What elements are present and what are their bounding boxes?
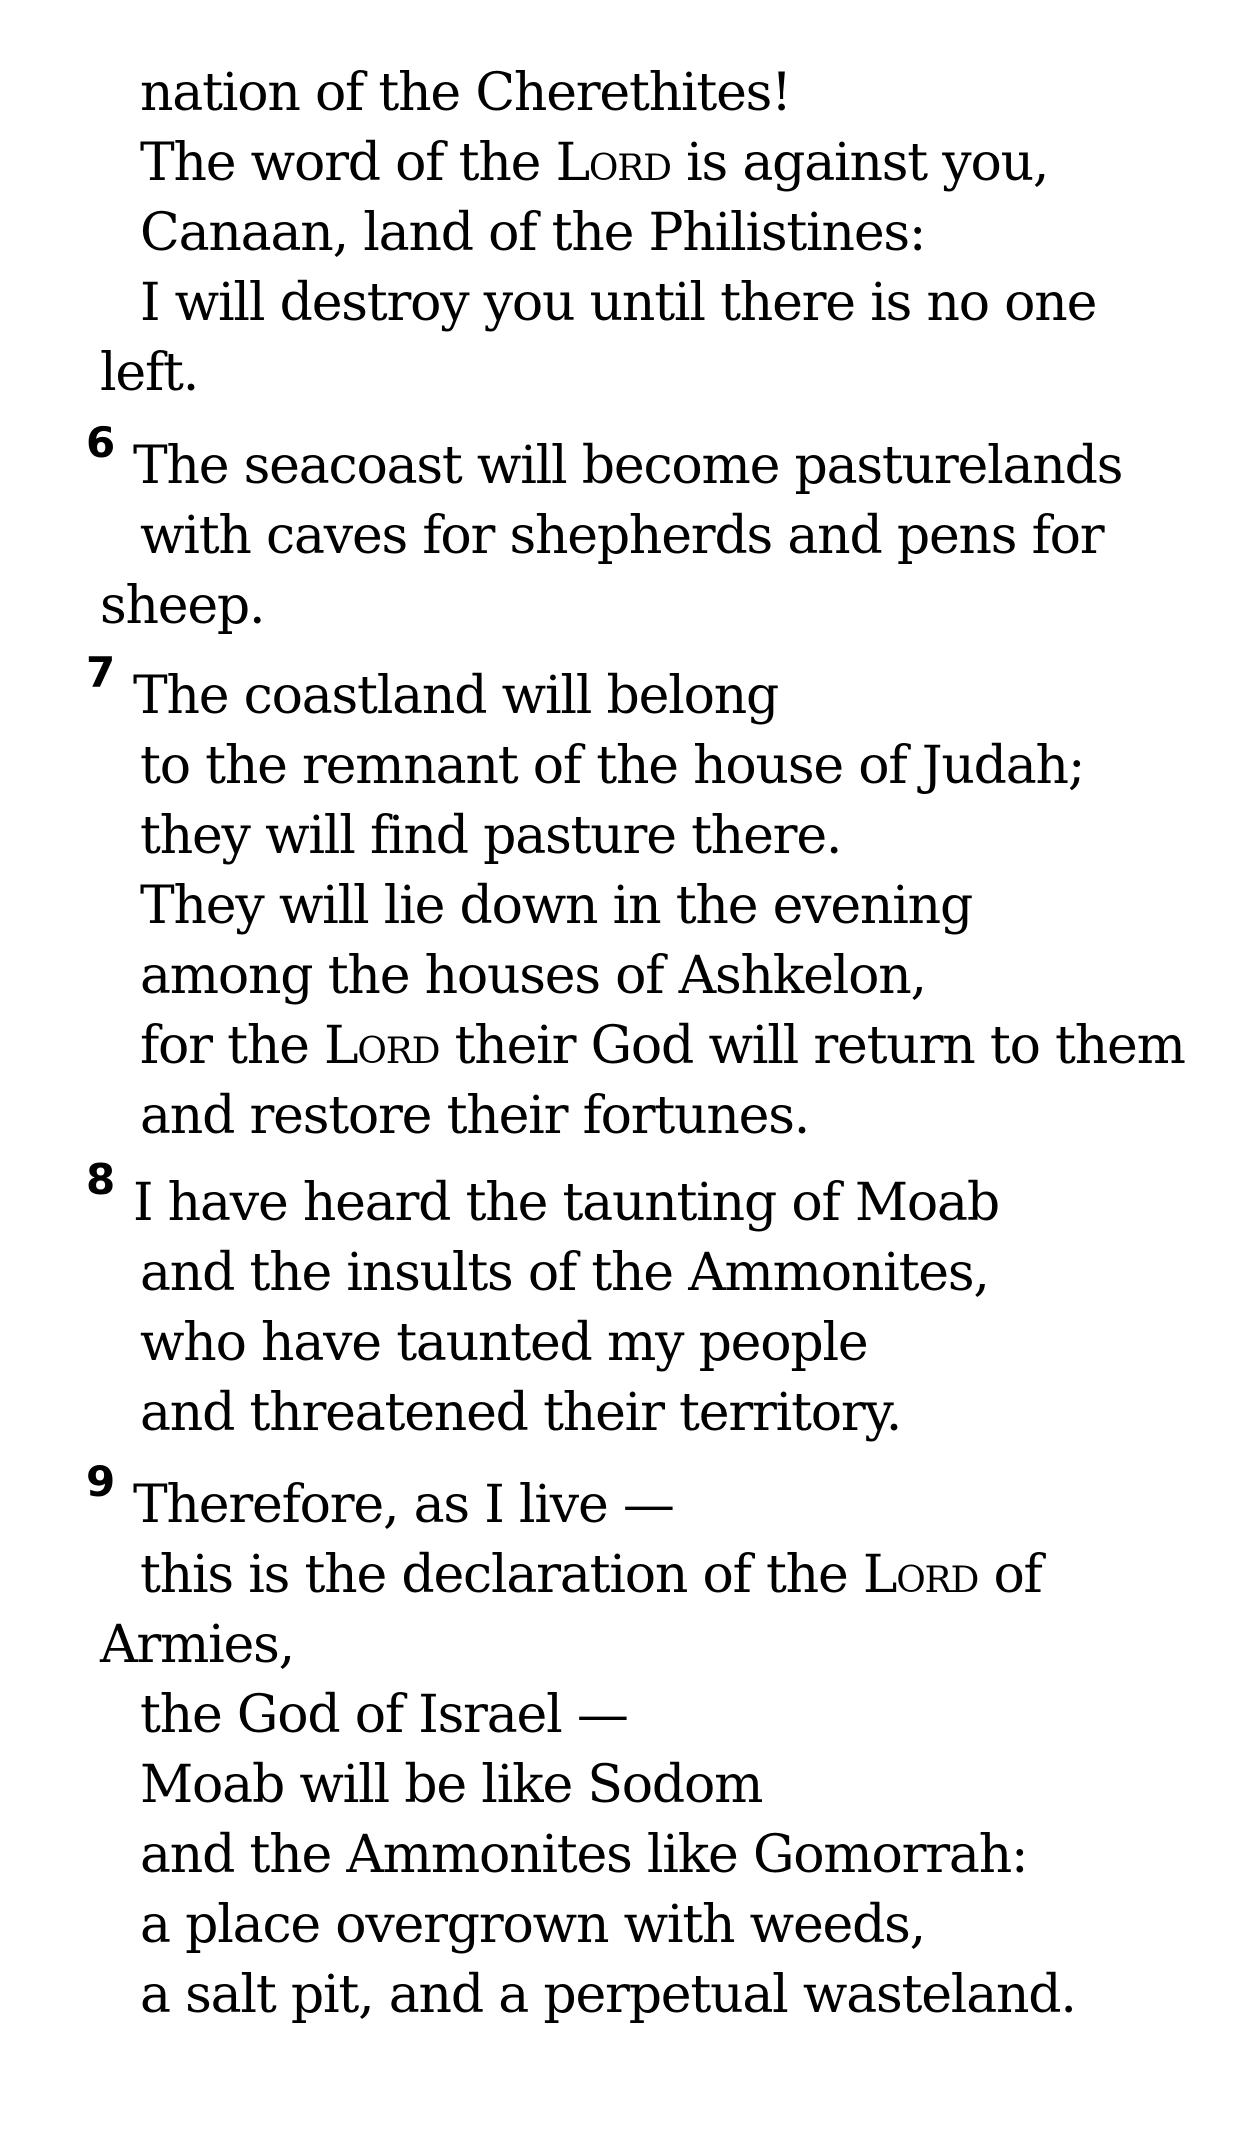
verse-number: 9 — [86, 1457, 116, 1506]
line-text: The word of the — [140, 133, 541, 193]
text-line — [140, 268, 1096, 338]
line-text: The coastland will belong — [133, 666, 779, 726]
text-line — [140, 871, 972, 941]
text-line — [133, 1168, 999, 1238]
divine-name: Lord — [555, 133, 671, 193]
line-text: Armies, — [100, 1615, 294, 1675]
line-text: and threatened their territory. — [140, 1383, 902, 1443]
line-text: is against you, — [686, 133, 1049, 193]
line-text: and the insults of the Ammonites, — [140, 1243, 989, 1303]
text-line — [140, 941, 926, 1011]
text-line — [140, 1540, 1042, 1610]
text-line — [140, 1238, 989, 1308]
line-text: Therefore, as I live — — [133, 1475, 674, 1535]
divine-name: Lord — [862, 1545, 979, 1605]
line-text: the God of Israel — — [140, 1685, 628, 1745]
line-text: a place overgrown with weeds, — [140, 1895, 925, 1955]
line-text: sheep. — [100, 576, 265, 636]
text-line — [140, 1378, 901, 1448]
line-text: The seacoast will become pasturelands — [133, 436, 1123, 496]
line-text: a salt pit, and a perpetual wasteland. — [140, 1965, 1076, 2025]
line-text: for the — [140, 1016, 309, 1076]
text-line — [140, 1820, 1027, 1890]
text-line — [140, 128, 1048, 198]
line-text: and the Ammonites like Gomorrah: — [140, 1825, 1028, 1885]
text-line — [100, 1610, 294, 1680]
text-line — [140, 1308, 867, 1378]
line-text: I will destroy you until there is no one — [140, 273, 1097, 333]
text-line — [140, 1750, 762, 1820]
verse-number: 7 — [86, 648, 116, 697]
line-text: this is the declaration of the — [140, 1545, 848, 1605]
line-text: I have heard the taunting of Moab — [133, 1173, 999, 1233]
line-text: among the houses of Ashkelon, — [140, 946, 926, 1006]
text-line — [140, 1960, 1076, 2030]
text-line — [100, 571, 264, 641]
line-text: Canaan, land of the Philistines: — [140, 203, 926, 263]
text-line — [140, 731, 1084, 801]
line-text: with caves for shepherds and pens for — [140, 506, 1104, 566]
text-line — [133, 1470, 674, 1540]
line-text: their God will return to them — [454, 1016, 1185, 1076]
text-line — [140, 1680, 628, 1750]
text-line — [140, 1011, 1185, 1081]
line-text: they will find pasture there. — [140, 806, 842, 866]
line-text: of — [993, 1545, 1042, 1605]
text-line — [140, 1890, 925, 1960]
text-line — [140, 198, 925, 268]
divine-name: Lord — [324, 1016, 440, 1076]
verse-number: 6 — [86, 418, 116, 467]
line-text: and restore their fortunes. — [140, 1086, 810, 1146]
line-text: nation of the Cherethites! — [140, 63, 791, 123]
line-text: to the remnant of the house of Judah; — [140, 736, 1085, 796]
line-text: who have taunted my people — [140, 1313, 868, 1373]
text-line — [133, 431, 1122, 501]
text-line — [140, 801, 841, 871]
verse-number: 8 — [86, 1155, 116, 1204]
line-text: They will lie down in the evening — [140, 876, 973, 936]
line-text: left. — [100, 343, 199, 403]
text-line — [140, 501, 1103, 571]
text-line — [133, 661, 778, 731]
text-line — [140, 58, 791, 128]
line-text: Moab will be like Sodom — [140, 1755, 763, 1815]
text-line — [100, 338, 198, 408]
text-line — [140, 1081, 809, 1151]
